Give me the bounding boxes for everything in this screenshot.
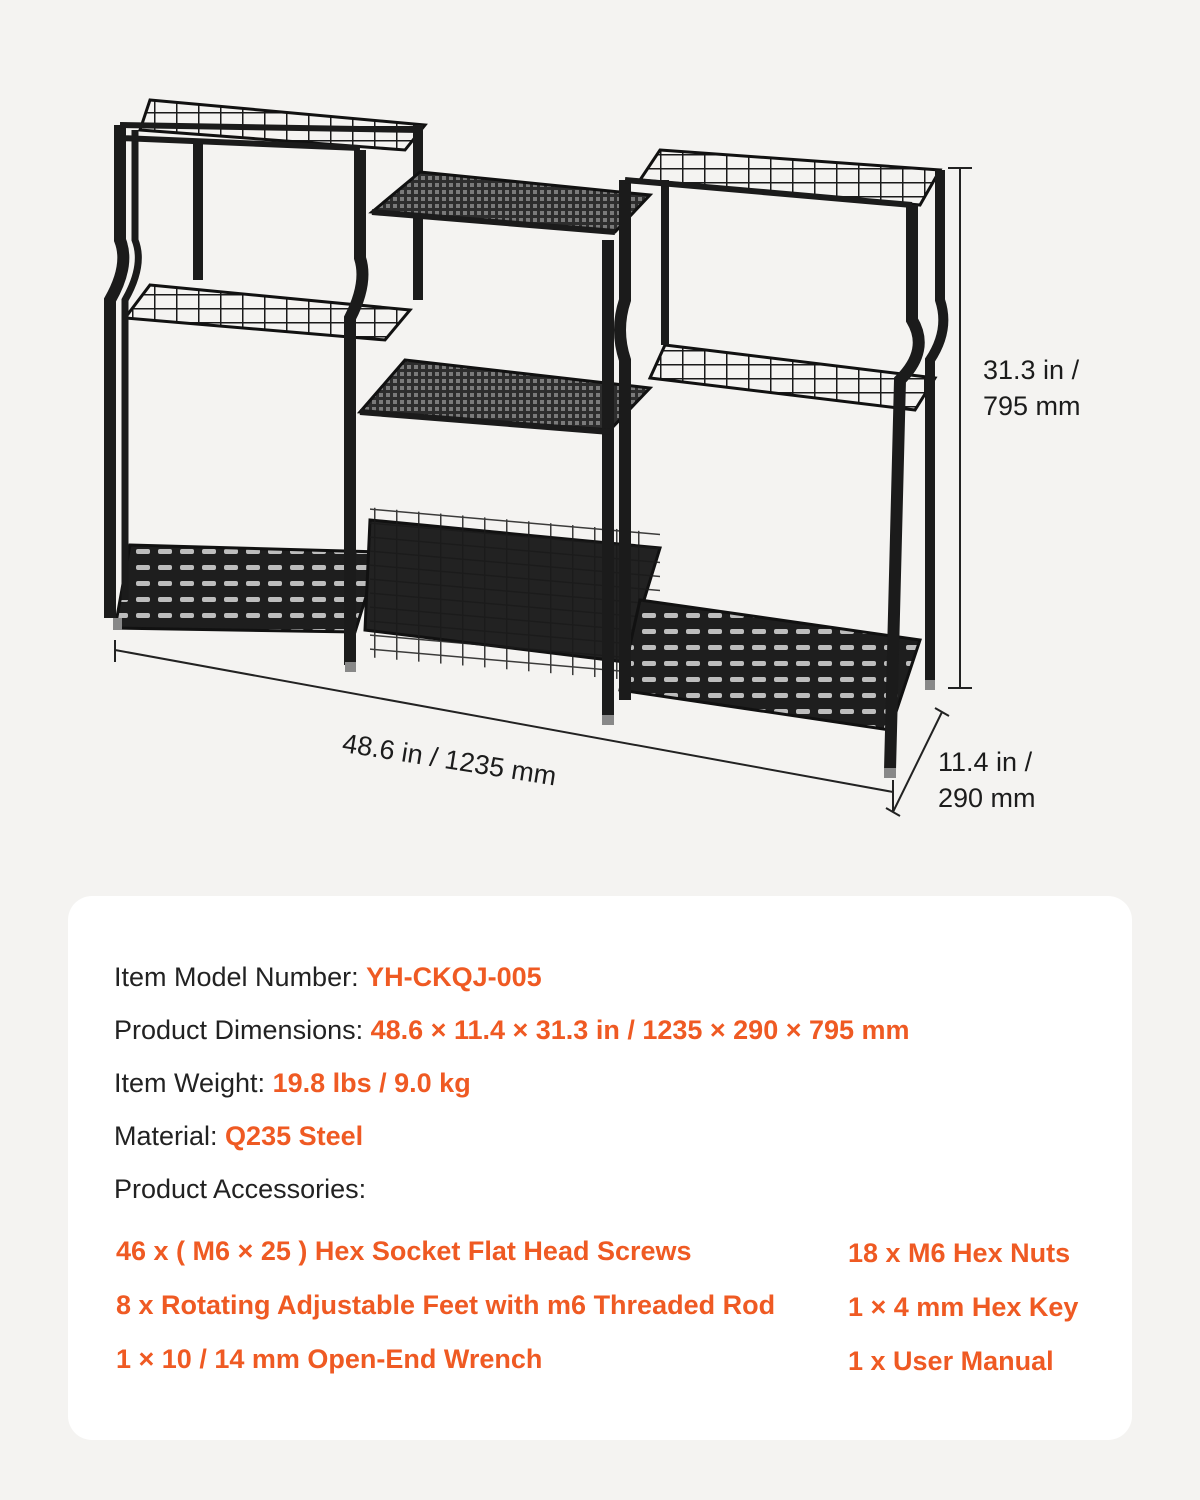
weight-row — [114, 1068, 471, 1099]
accessory-item: 46 x ( M6 × 25 ) Hex Socket Flat Head Screws — [116, 1236, 692, 1266]
depth-dimension-label — [938, 744, 1036, 816]
material-label: Material: — [114, 1121, 218, 1151]
accessories-heading: Product Accessories: — [114, 1174, 367, 1204]
dimensions-value: 48.6 × 11.4 × 31.3 in / 1235 × 290 × 795 mm — [370, 1015, 910, 1045]
height-dimension-label — [983, 352, 1081, 424]
accessory-item: 18 x M6 Hex Nuts — [848, 1238, 1071, 1268]
dimensions-label: Product Dimensions: — [114, 1015, 364, 1045]
accessory-item: 8 x Rotating Adjustable Feet with m6 Threaded Rod — [116, 1290, 776, 1320]
specification-card — [68, 896, 1132, 1440]
weight-label: Item Weight: — [114, 1068, 266, 1098]
accessory-item: 1 x User Manual — [848, 1346, 1054, 1376]
material-value: Q235 Steel — [225, 1121, 364, 1151]
right-unit — [620, 150, 943, 778]
depth-mm: 290 mm — [938, 783, 1036, 813]
depth-inches: 11.4 in / — [938, 747, 1033, 777]
model-number-value: YH-CKQJ-005 — [366, 962, 542, 992]
material-row — [114, 1121, 363, 1152]
model-number-row — [114, 962, 542, 993]
width-dimension-label: 48.6 in / 1235 mm — [340, 728, 559, 792]
weight-value: 19.8 lbs / 9.0 kg — [272, 1068, 471, 1098]
height-mm: 795 mm — [983, 391, 1081, 421]
model-number-label: Item Model Number: — [114, 962, 359, 992]
middle-unit — [360, 172, 660, 725]
height-inches: 31.3 in / — [983, 355, 1080, 385]
dimensions-row — [114, 1015, 910, 1046]
accessory-item: 1 × 10 / 14 mm Open-End Wrench — [116, 1344, 543, 1374]
accessory-item: 1 × 4 mm Hex Key — [848, 1292, 1079, 1322]
